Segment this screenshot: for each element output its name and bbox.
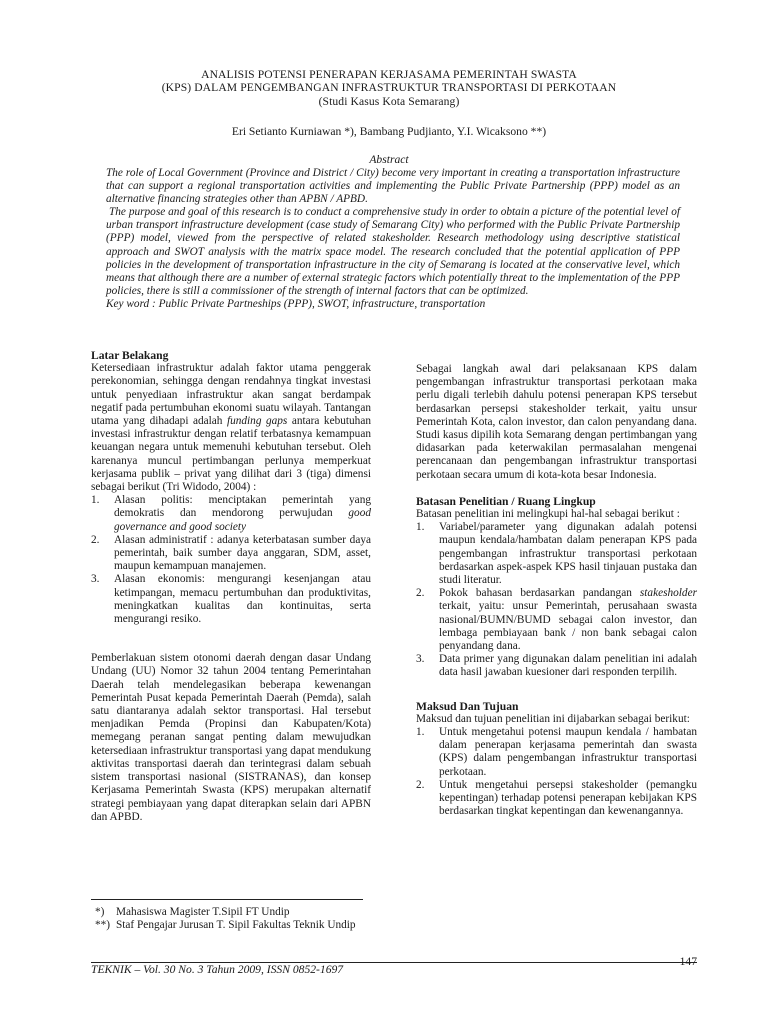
list-item: 3. Alasan ekonomis: mengurangi kesenjangan atau ketimpangan, memacu pertumbuhan dan produktivitas, meningkatkan kualitas dan kontinuitas, serta mengurangi resiko. — [91, 573, 371, 626]
keywords: Key word : Public Private Partneships (PPP), SWOT, infrastructure, transportation — [106, 297, 486, 310]
list-item: 3. Data primer yang digunakan dalam penelitian ini adalah data hasil jawaban kuesioner dari responden terpilih. — [416, 653, 697, 679]
page-number: 147 — [679, 955, 697, 968]
section-heading-latar-belakang: Latar Belakang — [91, 349, 169, 362]
section-heading-maksud: Maksud Dan Tujuan — [416, 699, 519, 713]
abstract-heading: Abstract — [369, 153, 409, 166]
scope-list — [416, 521, 697, 679]
title-line-1: ANALISIS POTENSI PENERAPAN KERJASAMA PEMERINTAH SWASTA — [201, 68, 577, 81]
footnote: **) Staf Pengajar Jurusan T. Sipil Fakultas Teknik Undip — [95, 919, 356, 932]
title-subtitle: (Studi Kasus Kota Semarang) — [318, 94, 460, 108]
right-column — [416, 363, 697, 819]
paragraph-right-1: Sebagai langkah awal dari pelaksanaan KPS dalam pengembangan infrastruktur transportasi perkotaan maka perlu digali terlebih dahulu potensi penerapan KPS tersebut berdasarkan persepsi stakesholder terkait, yaitu unsur Pemerintah Kota, calon investor, dan calon penyandang dana. Studi kasus dipilih kota Semarang dengan pertimbangan yang didasarkan pada keterwakilan permasalahan mengenai perencanaan dan pengembangan infrastruktur transportasi perkotaan secara umum di kota-kota besar Indonesia. — [416, 363, 697, 481]
paragraph-maksud: Maksud dan tujuan penelitian ini dijabarkan sebagai berikut: — [416, 712, 690, 725]
footnote: *) Mahasiswa Magister T.Sipil FT Undip — [95, 906, 290, 918]
paragraph-latar-2: Pemberlakuan sistem otonomi daerah dengan dasar Undang Undang (UU) Nomor 32 tahun 2004 tentang Pemerintahan Daerah telah mendelegasikan beberapa kewenangan Pemerintah Pusat kepada Pemerintah Daerah (Pemda), salah satu diantaranya adalah sektor transportasi. Hal tersebut menjadikan Pemda (Propinsi dan Kabupaten/Kota) memegang peranan sangat penting dalam mewujudkan ketersediaan infrastruktur transportasi yang dapat mendukung aktivitas transportasi daerah dan terintegrasi dalam sebuah sistem transportasi nasional (SISTRANAS), dan konsep Kerjasama Pemerintah Swasta (KPS) merupakan alternatif strategi pembiayaan yang dapat diterapkan selain dari APBN dan APBD. — [91, 652, 371, 823]
list-item: 2. Untuk mengetahui persepsi stakesholder (pemangku kepentingan) terhadap potensi penerapan kebijakan KPS berdasarkan tingkat kepentingan dan kewenangannya. — [416, 778, 697, 818]
footnotes — [91, 906, 381, 932]
abstract-paragraph-2: The purpose and goal of this research is to conduct a comprehensive study in order to obtain a picture of the potential level of urban transport infrastructure development (case study of Semarang City) who performed with the Public Private Partnership (PPP) model, viewed from the perspective of related stakesholder. Research methodology using descriptive statistical approach and SWOT analysis with the matrix space model. The research concluded that the potential application of PPP policies in the development of transportation infrastructure in the city of Semarang is located at the conservative level, which means that although there are a number of external strategic factors which potentially threat to the implementation of the PPP policies, there is still a commissioner of the strength of internal factors that can be optimized. — [106, 206, 680, 297]
list-item: 1. Alasan politis: menciptakan pemerintah yang demokratis dan mendorong perwujudan good governance and good society — [91, 494, 371, 533]
objective-list — [416, 726, 697, 818]
list-item: 1. Variabel/parameter yang digunakan adalah potensi maupun kendala/hambatan dalam penerapan KPS pada pengembangan infrastruktur transportasi perkotaan berdasarkan aspek-aspek KPS hasil tinjauan pustaka dan studi literatur. — [416, 521, 697, 587]
authors: Eri Setianto Kurniawan *), Bambang Pudjianto, Y.I. Wicaksono **) — [231, 125, 547, 138]
list-item: 2. Pokok bahasan berdasarkan pandangan stakesholder terkait, yaitu: unsur Pemerintah, perusahaan swasta nasional/BUMN/BUMD sebagai calon investor, dan lembaga pembiayaan bank / non bank sebagai calon penyandang dana. — [416, 587, 697, 653]
title-line-2: (KPS) DALAM PENGEMBANGAN INFRASTRUKTUR TRANSPORTASI DI PERKOTAAN — [161, 81, 617, 95]
funding-gaps-term: funding gaps — [226, 415, 288, 428]
footnote-divider — [91, 899, 363, 900]
dimension-list — [91, 494, 371, 626]
list-item: 2. Alasan administratif : adanya keterbatasan sumber daya pemerintah, baik sumber daya anggaran, SDM, asset, maupun kemampuan manajemen. — [91, 533, 371, 573]
left-column — [91, 349, 371, 824]
paper-title — [90, 68, 688, 108]
abstract-body — [106, 167, 680, 311]
abstract-paragraph-1: The role of Local Government (Province and District / City) become very important in creating a transportation infrastructure that can support a regional transportation activities and implementing the Public Private Partnership (PPP) model as an alternative financing strategies other than APBN / APBD. — [106, 167, 680, 206]
section-heading-batasan: Batasan Penelitian / Ruang Lingkup — [416, 494, 596, 508]
journal-citation: TEKNIK – Vol. 30 No. 3 Tahun 2009, ISSN 0852-1697 — [91, 963, 344, 976]
list-item: 1. Untuk mengetahui potensi maupun kendala / hambatan dalam penerapan kerjasama pemerintah dan swasta (KPS) dalam pengembangan infrastruktur transportasi perkotaan. — [416, 726, 697, 778]
paragraph-latar-1: Ketersediaan infrastruktur adalah faktor utama penggerak perekonomian, sehingga dengan rendahnya tingkat investasi untuk penyediaan infrastruktur akan sangat berdampak negatif pada pertumbuhan ekonomi suatu wilayah. Tantangan utama yang dihadapi adalah funding gaps antara kebutuhan investasi infrastruktur dengan relatif terbatasnya kemampuan keuangan negara untuk memenuhi kebutuhan tersebut. Oleh karenanya muncul pertimbangan perlunya memperkuat kerjasama publik – privat yang dilihat dari 3 (tiga) dimensi sebagai berikut (Tri Widodo, 2004) : — [91, 362, 371, 494]
paragraph-batasan: Batasan penelitian ini melingkupi hal-hal sebagai berikut : — [416, 508, 680, 521]
